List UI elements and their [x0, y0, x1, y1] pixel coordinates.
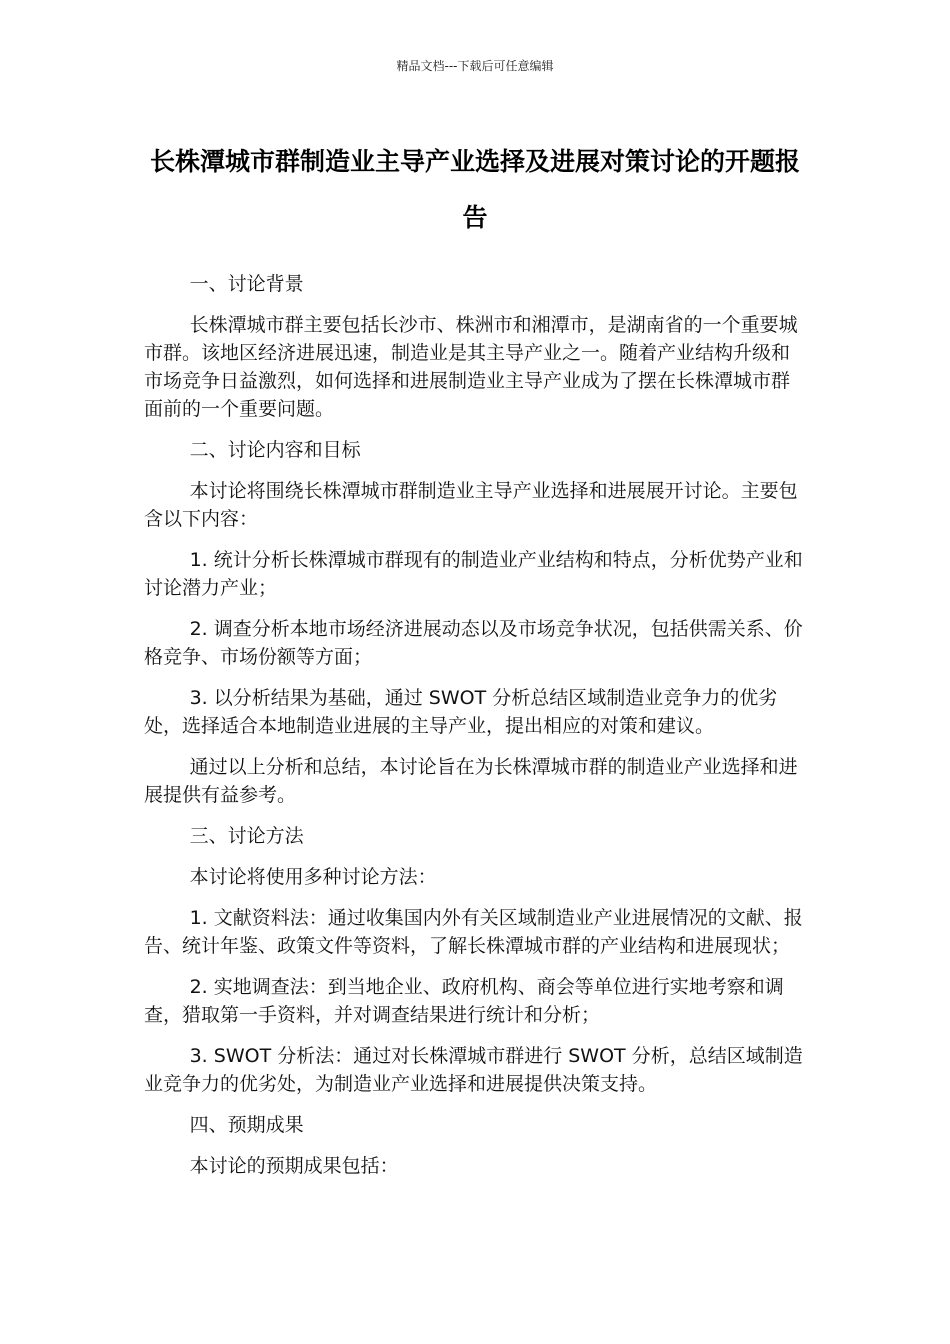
list-item-method-3: 3. SWOT 分析法：通过对长株潭城市群进行 SWOT 分析，总结区域制造业竞争力的优劣处，为制造业产业选择和进展提供决策支持。	[144, 1045, 803, 1095]
list-item-content-3: 3. 以分析结果为基础，通过 SWOT 分析总结区域制造业竞争力的优劣处，选择适合本地制造业进展的主导产业，提出相应的对策和建议。	[144, 687, 778, 737]
paragraph-content-intro: 本讨论将围绕长株潭城市群制造业主导产业选择和进展展开讨论。主要包含以下内容：	[144, 480, 798, 530]
list-item-method-2: 2. 实地调查法：到当地企业、政府机构、商会等单位进行实地考察和调查，猎取第一手资料，并对调查结果进行统计和分析；	[144, 976, 784, 1026]
list-item-method-1: 1. 文献资料法：通过收集国内外有关区域制造业产业进展情况的文献、报告、统计年鉴、政策文件等资料，了解长株潭城市群的产业结构和进展现状；	[144, 907, 803, 957]
document-body	[144, 270, 808, 1193]
header-note: 精品文档---下载后可任意编辑	[396, 59, 554, 73]
list-item-content-1: 1. 统计分析长株潭城市群现有的制造业产业结构和特点，分析优势产业和讨论潜力产业；	[144, 549, 803, 599]
section-heading-methods: 三、讨论方法	[189, 825, 304, 847]
section-heading-background: 一、讨论背景	[189, 273, 304, 295]
section-heading-expected-results: 四、预期成果	[189, 1114, 304, 1136]
paragraph-content-summary: 通过以上分析和总结，本讨论旨在为长株潭城市群的制造业产业选择和进展提供有益参考。	[144, 756, 798, 806]
list-item-content-2: 2. 调查分析本地市场经济进展动态以及市场竞争状况，包括供需关系、价格竞争、市场份额等方面；	[144, 618, 803, 668]
section-heading-content-goals: 二、讨论内容和目标	[189, 439, 361, 461]
paragraph-methods-intro: 本讨论将使用多种讨论方法：	[189, 866, 437, 888]
paragraph-expected-results-intro: 本讨论的预期成果包括：	[189, 1155, 399, 1177]
document-title: 长株潭城市群制造业主导产业选择及进展对策讨论的开题报告	[149, 147, 800, 232]
paragraph-background: 长株潭城市群主要包括长沙市、株洲市和湘潭市，是湖南省的一个重要城市群。该地区经济进展迅速，制造业是其主导产业之一。随着产业结构升级和市场竞争日益激烈，如何选择和进展制造业主导产业成为了摆在长株潭城市群面前的一个重要问题。	[144, 314, 798, 420]
